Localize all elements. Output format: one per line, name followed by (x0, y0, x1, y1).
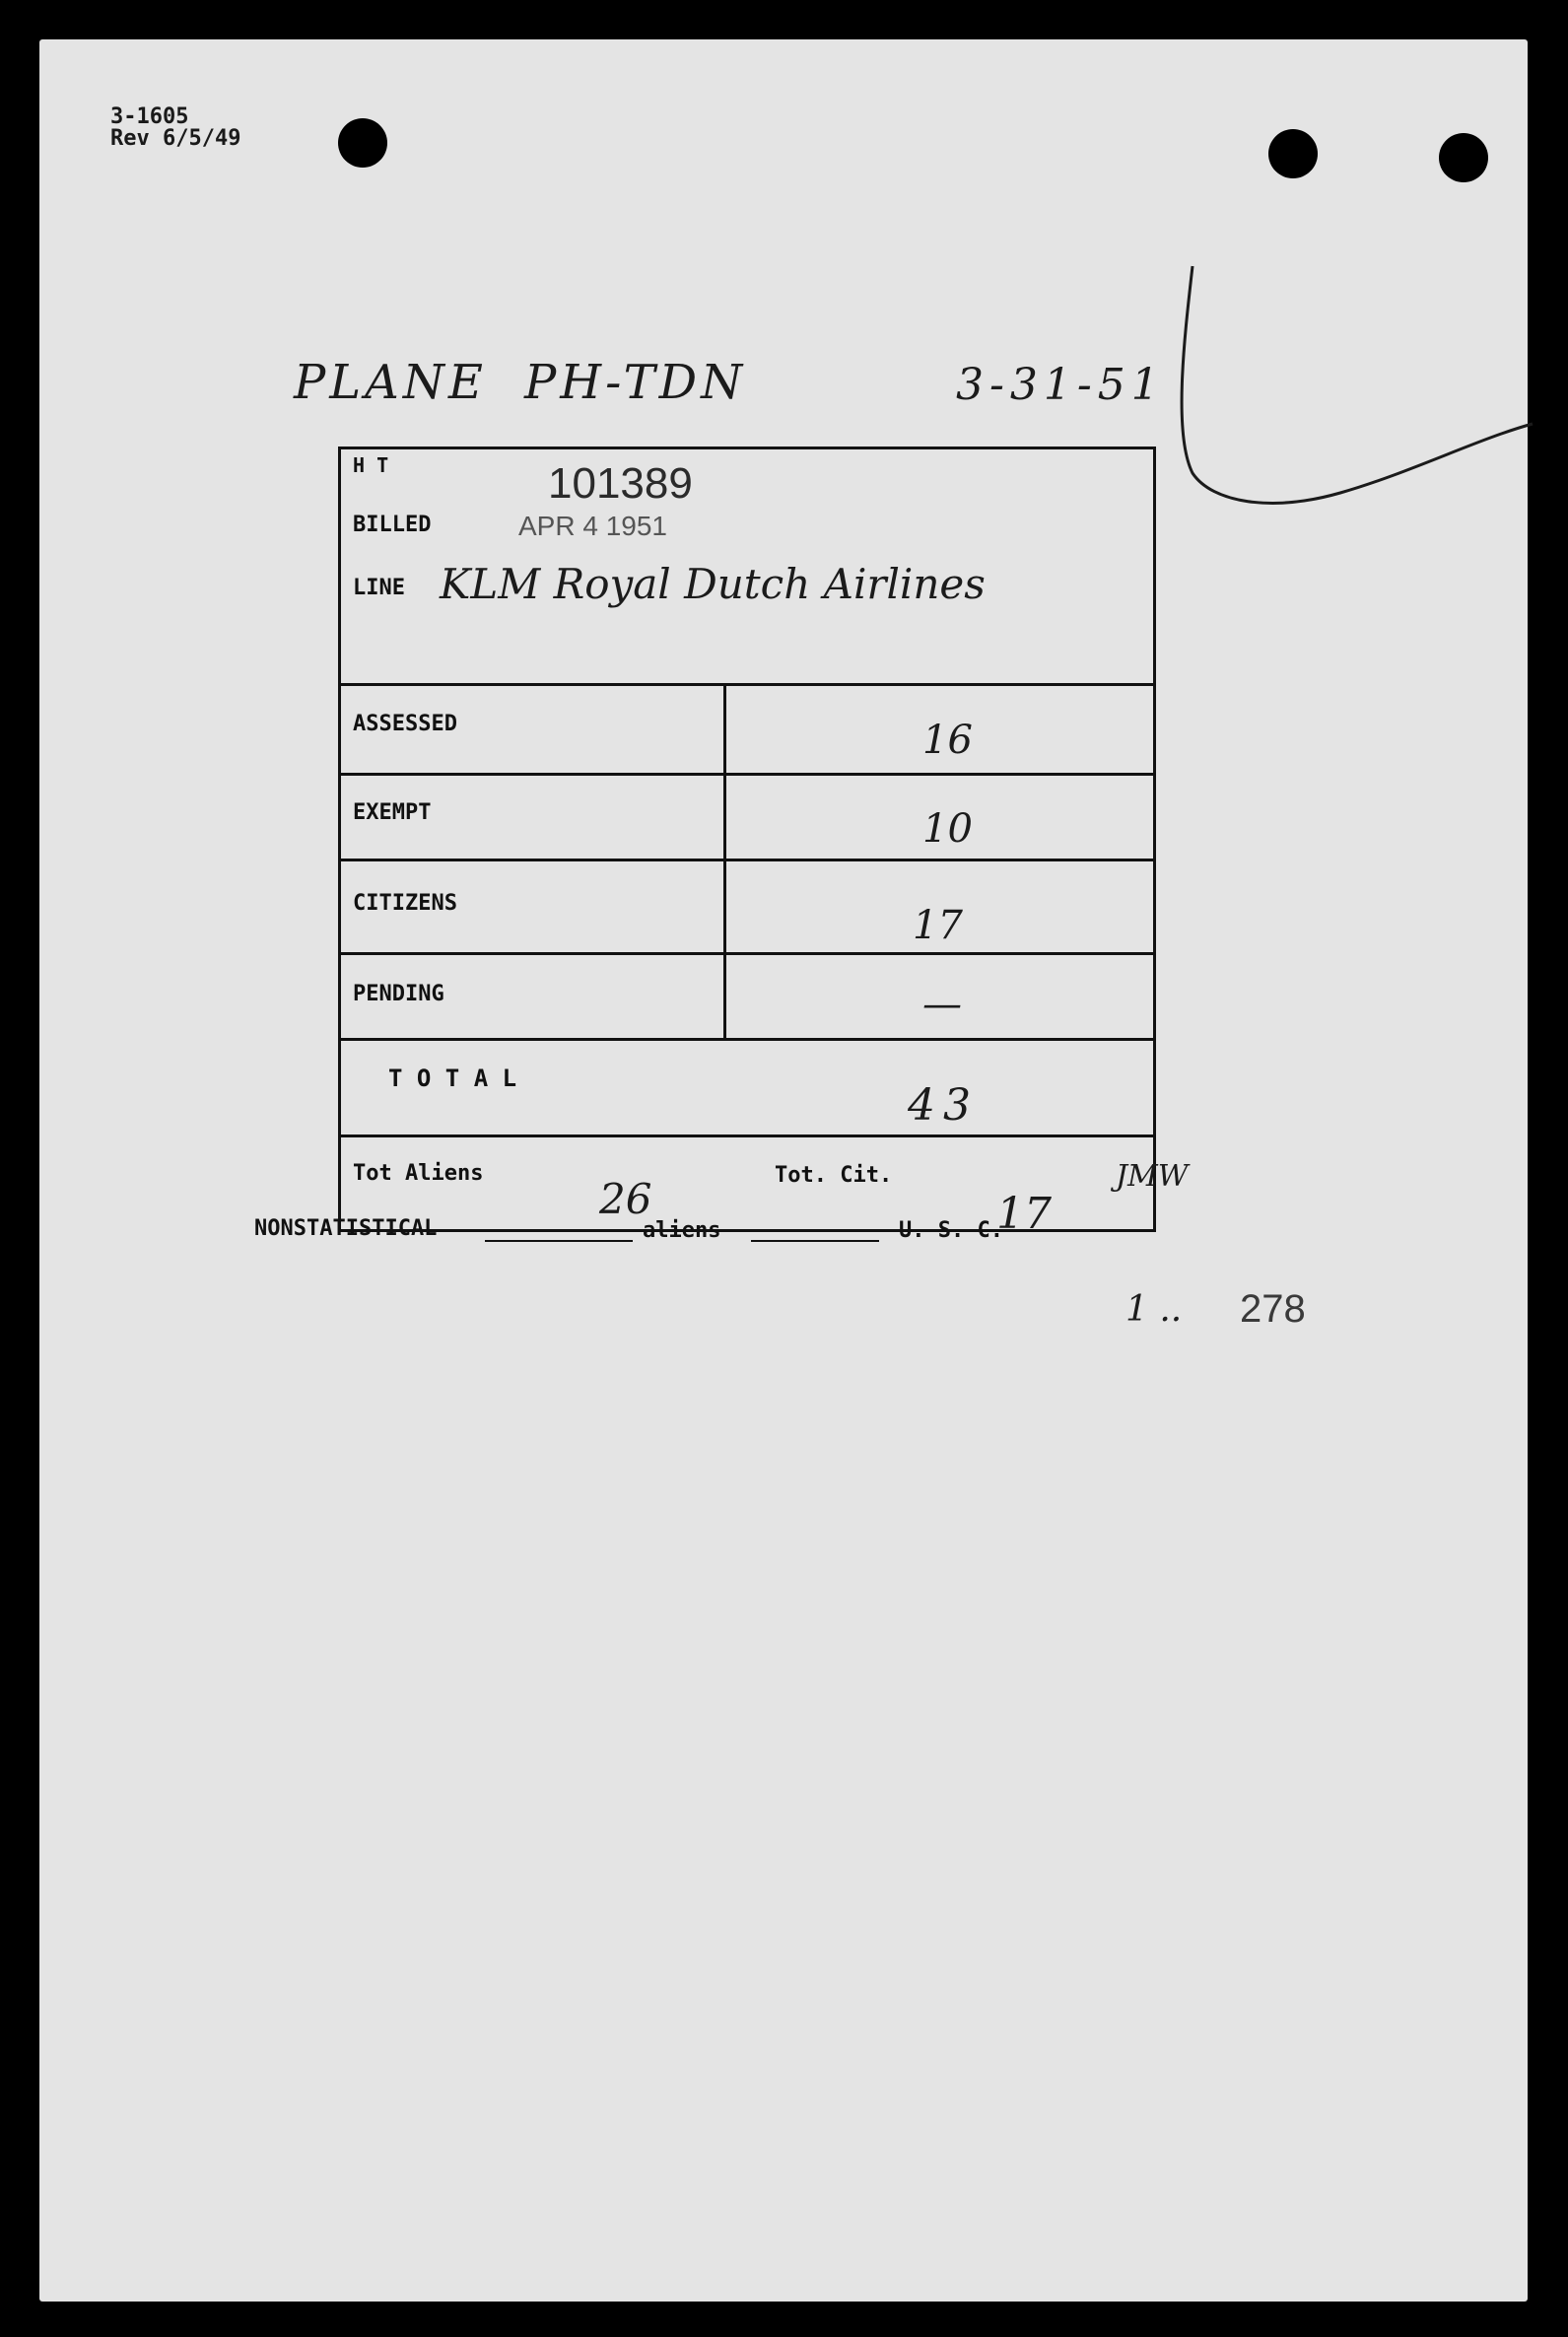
nonstat-label: NONSTATISTICAL (254, 1216, 438, 1241)
plane-id: PH-TDN (524, 355, 747, 410)
nonstat-usc-label: U. S. C. (899, 1218, 1003, 1243)
tot-cit-value: 17 (996, 1189, 1052, 1239)
divider (341, 683, 1153, 686)
row-value-pending: — (922, 982, 962, 1027)
row-label-citizens: CITIZENS (353, 891, 457, 916)
nonstat-blank-2 (751, 1240, 879, 1242)
document-page (39, 39, 1528, 2302)
divider (341, 1134, 1153, 1137)
line-label: LINE (353, 576, 405, 600)
total-label: T O T A L (388, 1065, 517, 1092)
billed-stamp: APR 4 1951 (518, 511, 667, 541)
check-mark-icon (1163, 227, 1537, 542)
divider (341, 952, 1153, 955)
row-label-assessed: ASSESSED (353, 712, 457, 736)
divider (341, 773, 1153, 776)
plane-label: PLANE (294, 355, 487, 410)
total-value: 43 (908, 1080, 979, 1131)
punch-hole-right-1 (1268, 129, 1318, 178)
form-code-line1: 3-1605 (110, 104, 189, 129)
tot-aliens-label: Tot Aliens (353, 1161, 484, 1186)
divider (341, 1038, 1153, 1041)
nonstat-blank-1 (485, 1240, 633, 1242)
ht-number: 101389 (548, 459, 693, 508)
row-value-citizens: 17 (913, 903, 963, 948)
row-label-pending: PENDING (353, 982, 444, 1006)
column-divider (723, 683, 726, 1038)
form-code-line2: Rev 6/5/49 (110, 126, 241, 151)
row-label-exempt: EXEMPT (353, 800, 432, 825)
punch-hole-left (338, 118, 387, 168)
line-value: KLM Royal Dutch Airlines (440, 560, 986, 608)
divider (341, 859, 1153, 861)
row-value-assessed: 16 (922, 718, 973, 763)
initials: JMW (1116, 1159, 1189, 1194)
billed-label: BILLED (353, 513, 432, 537)
tot-cit-label: Tot. Cit. (775, 1163, 893, 1188)
footer-mark-prefix: 1 .. (1125, 1289, 1183, 1330)
nonstat-aliens-label: aliens (643, 1218, 721, 1243)
ht-label: H T (353, 453, 389, 477)
footer-mark-number: 278 (1240, 1287, 1306, 1331)
form-code (110, 106, 240, 150)
punch-hole-right-2 (1439, 133, 1488, 182)
row-value-exempt: 10 (922, 806, 973, 852)
tot-aliens-value: 26 (599, 1175, 652, 1223)
plane-date: 3-31-51 (956, 360, 1165, 410)
